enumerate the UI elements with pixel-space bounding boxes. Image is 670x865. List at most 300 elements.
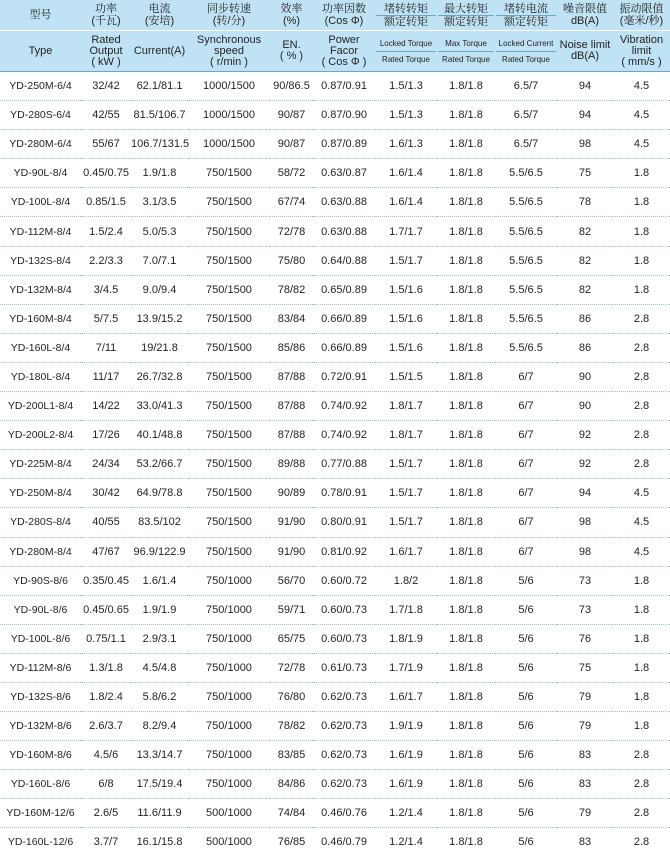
cell-locked-torque: 1.5/1.3 — [375, 101, 437, 130]
cell-locked-current: 6/7 — [495, 479, 557, 508]
cell-speed: 750/1000 — [188, 624, 270, 653]
header-cn-locked-current: 堵转电流 额定转矩 — [495, 0, 557, 31]
cell-max-torque: 1.8/1.8 — [437, 799, 495, 828]
cell-efficiency: 90/89 — [270, 479, 313, 508]
table-row — [0, 508, 670, 537]
cell-noise: 90 — [557, 362, 613, 391]
cell-vibration: 1.8 — [613, 566, 670, 595]
cell-current: 53.2/66.7 — [131, 450, 188, 479]
cell-max-torque: 1.8/1.8 — [437, 741, 495, 770]
cell-current: 62.1/81.1 — [131, 72, 188, 101]
cell-speed: 750/1500 — [188, 304, 270, 333]
cell-noise: 98 — [557, 130, 613, 159]
cell-noise: 94 — [557, 72, 613, 101]
cell-efficiency: 74/84 — [270, 799, 313, 828]
cell-output: 40/55 — [81, 508, 131, 537]
cell-efficiency: 85/86 — [270, 333, 313, 362]
cell-vibration: 1.8 — [613, 246, 670, 275]
table-body — [0, 72, 670, 857]
cell-type: YD-160L-8/4 — [0, 333, 81, 362]
cell-efficiency: 91/90 — [270, 537, 313, 566]
cell-power-factor: 0.72/0.91 — [313, 362, 375, 391]
header-cn-power-factor: 功率因数 (Cos Φ) — [313, 0, 375, 31]
cell-power-factor: 0.60/0.72 — [313, 566, 375, 595]
cell-noise: 83 — [578, 836, 592, 849]
cell-power-factor: 0.87/0.90 — [313, 101, 375, 130]
cell-locked-current: 6/7 — [495, 392, 557, 421]
cell-noise: 82 — [557, 217, 613, 246]
cell-current: 1.9/1.8 — [131, 159, 188, 188]
cell-vibration: 1.8 — [613, 712, 670, 741]
cell-efficiency: 87/88 — [270, 421, 313, 450]
cell-efficiency: 90/87 — [270, 130, 313, 159]
cell-efficiency: 58/72 — [270, 159, 313, 188]
cell-locked-current: 5/6 — [495, 595, 557, 624]
cell-power-factor: 0.63/0.88 — [313, 188, 375, 217]
cell-power-factor: 0.87/0.89 — [313, 130, 375, 159]
cell-type: YD-100L-8/6 — [0, 624, 81, 653]
cell-current: 81.5/106.7 — [131, 101, 188, 130]
cell-current: 13.9/15.2 — [131, 304, 188, 333]
cell-output: 4.5/6 — [81, 741, 131, 770]
cell-locked-current: 5.5/6.5 — [495, 217, 557, 246]
cell-efficiency: 83/85 — [270, 741, 313, 770]
cell-output: 0.35/0.45 — [81, 566, 131, 595]
header-cn-noise: 噪音限值 dB(A) — [557, 0, 613, 31]
cell-max-torque: 1.8/1.8 — [437, 682, 495, 711]
cell-locked-torque: 1.5/1.7 — [375, 479, 437, 508]
cell-locked-torque: 1.7/1.7 — [375, 217, 437, 246]
cell-noise: 75 — [557, 159, 613, 188]
cell-vibration: 2.8 — [613, 304, 670, 333]
cell-vibration: 2.8 — [633, 836, 650, 849]
cell-output: 30/42 — [81, 479, 131, 508]
cell-max-torque: 1.8/1.8 — [437, 101, 495, 130]
cell-efficiency: 90/86.5 — [270, 72, 313, 101]
cell-noise: 82 — [557, 246, 613, 275]
cell-locked-torque: 1.6/1.4 — [375, 159, 437, 188]
header-en-power-factor: Power Facor ( Cos Φ ) — [313, 31, 375, 72]
header-en-max-torque: Max Torque Rated Torque — [437, 31, 495, 72]
cell-locked-current: 6.5/7 — [495, 72, 557, 101]
cell-speed: 750/1500 — [188, 421, 270, 450]
cell-output: 2.2/3.3 — [81, 246, 131, 275]
cell-power-factor: 0.63/0.87 — [313, 159, 375, 188]
table-row — [0, 72, 670, 101]
cell-noise: 82 — [557, 275, 613, 304]
cell-max-torque: 1.8/1.8 — [437, 333, 495, 362]
cell-locked-current: 5/6 — [495, 799, 557, 828]
cell-output: 42/55 — [81, 101, 131, 130]
cell-locked-torque: 1.7/1.9 — [375, 653, 437, 682]
cell-noise: 90 — [557, 392, 613, 421]
cell-current: 1.9/1.9 — [131, 595, 188, 624]
table-row — [0, 246, 670, 275]
cell-locked-torque: 1.6/1.7 — [375, 682, 437, 711]
cell-efficiency: 89/88 — [270, 450, 313, 479]
cell-type: YD-280M-6/4 — [0, 130, 81, 159]
cell-output: 2.6/3.7 — [81, 712, 131, 741]
cell-current: 5.0/5.3 — [131, 217, 188, 246]
cell-output: 5/7.5 — [81, 304, 131, 333]
cell-current: 96.9/122.9 — [131, 537, 188, 566]
cell-current: 3.1/3.5 — [131, 188, 188, 217]
cell-output: 1.8/2.4 — [81, 682, 131, 711]
cell-power-factor: 0.46/0.79 — [321, 836, 367, 849]
cell-current: 33.0/41.3 — [131, 392, 188, 421]
cell-power-factor: 0.63/0.88 — [313, 217, 375, 246]
header-row-english — [0, 31, 670, 72]
header-cn-current: 电流 (安培) — [131, 0, 188, 31]
cell-type: YD-250M-8/4 — [0, 479, 81, 508]
cell-locked-torque: 1.6/1.3 — [375, 130, 437, 159]
cell-type: YD-100L-8/4 — [0, 188, 81, 217]
cell-vibration: 1.8 — [613, 275, 670, 304]
cell-output: 0.45/0.75 — [81, 159, 131, 188]
cell-output: 55/67 — [81, 130, 131, 159]
cell-current: 19/21.8 — [131, 333, 188, 362]
cell-max-torque: 1.8/1.8 — [437, 362, 495, 391]
cell-speed: 750/1500 — [188, 479, 270, 508]
cell-locked-torque: 1.9/1.9 — [375, 712, 437, 741]
cell-vibration: 1.8 — [613, 595, 670, 624]
table-row — [0, 624, 670, 653]
cell-speed: 750/1500 — [188, 362, 270, 391]
header-cn-type: 型号 — [0, 0, 81, 31]
cell-locked-torque: 1.5/1.5 — [375, 362, 437, 391]
header-en-locked-current: Locked Current Rated Torque — [495, 31, 557, 72]
cell-type: YD-280M-8/4 — [0, 537, 81, 566]
cell-noise: 86 — [557, 304, 613, 333]
cell-locked-current: 6.5/7 — [495, 130, 557, 159]
table-row — [0, 712, 670, 741]
cell-max-torque: 1.8/1.8 — [449, 836, 483, 849]
table-row — [0, 275, 670, 304]
cell-power-factor: 0.62/0.73 — [313, 770, 375, 799]
cell-max-torque: 1.8/1.8 — [437, 421, 495, 450]
table-row — [0, 188, 670, 217]
table-row — [0, 101, 670, 130]
table-row — [0, 770, 670, 799]
cell-current: 9.0/9.4 — [131, 275, 188, 304]
table-row — [0, 595, 670, 624]
table-row — [0, 450, 670, 479]
header-cn-efficiency: 效率 (%) — [270, 0, 313, 31]
cell-max-torque: 1.8/1.8 — [437, 450, 495, 479]
cell-speed: 750/1500 — [188, 275, 270, 304]
cell-power-factor: 0.62/0.73 — [313, 741, 375, 770]
cell-vibration: 2.8 — [613, 421, 670, 450]
cell-noise: 94 — [557, 479, 613, 508]
header-en-vibration: Vibration limit ( mm/s ) — [613, 31, 670, 72]
cell-current: 26.7/32.8 — [131, 362, 188, 391]
cell-efficiency: 91/90 — [270, 508, 313, 537]
cell-output: 14/22 — [81, 392, 131, 421]
cell-type: YD-280S-6/4 — [0, 101, 81, 130]
table-row — [0, 217, 670, 246]
cell-locked-current: 6/7 — [495, 508, 557, 537]
cell-efficiency: 84/86 — [270, 770, 313, 799]
cell-speed: 750/1500 — [188, 246, 270, 275]
cell-output: 0.75/1.1 — [81, 624, 131, 653]
cell-vibration: 2.8 — [613, 362, 670, 391]
cell-current: 17.5/19.4 — [131, 770, 188, 799]
table-row — [0, 682, 670, 711]
cell-vibration: 1.8 — [613, 624, 670, 653]
cell-speed: 1000/1500 — [188, 130, 270, 159]
cell-noise: 94 — [557, 101, 613, 130]
cell-noise: 79 — [557, 799, 613, 828]
cell-noise: 76 — [557, 624, 613, 653]
cell-vibration: 1.8 — [613, 159, 670, 188]
cell-output: 11/17 — [81, 362, 131, 391]
cell-power-factor: 0.74/0.92 — [313, 392, 375, 421]
cell-current: 16.1/15.8 — [136, 836, 183, 849]
cell-vibration: 2.8 — [613, 770, 670, 799]
cell-type: YD-132S-8/6 — [0, 682, 81, 711]
cell-output: 17/26 — [81, 421, 131, 450]
cell-efficiency: 76/85 — [277, 836, 306, 849]
cell-power-factor: 0.46/0.76 — [313, 799, 375, 828]
cell-locked-current: 6/7 — [495, 421, 557, 450]
cell-current: 8.2/9.4 — [131, 712, 188, 741]
header-cn-max-torque: 最大转矩 额定转矩 — [437, 0, 495, 31]
cell-locked-torque: 1.6/1.9 — [375, 770, 437, 799]
table-row — [0, 421, 670, 450]
cell-locked-current: 5.5/6.5 — [495, 333, 557, 362]
cell-output: 24/34 — [81, 450, 131, 479]
cell-power-factor: 0.60/0.73 — [313, 624, 375, 653]
table-row — [0, 159, 670, 188]
cell-type: YD-200L1-8/4 — [0, 392, 81, 421]
table-row — [0, 479, 670, 508]
cell-output: 2.6/5 — [81, 799, 131, 828]
cell-current: 11.6/11.9 — [131, 799, 188, 828]
cell-speed: 750/1000 — [188, 741, 270, 770]
cell-noise: 92 — [557, 421, 613, 450]
cell-current: 2.9/3.1 — [131, 624, 188, 653]
cell-locked-torque: 1.5/1.6 — [375, 304, 437, 333]
cell-locked-current: 6/7 — [495, 450, 557, 479]
cell-current: 7.0/7.1 — [131, 246, 188, 275]
table-row — [0, 799, 670, 828]
cell-locked-current: 5.5/6.5 — [495, 275, 557, 304]
cell-locked-current: 6.5/7 — [495, 101, 557, 130]
cell-locked-current: 5/6 — [495, 682, 557, 711]
header-en-noise: Noise limit dB(A) — [557, 31, 613, 72]
cell-locked-torque: 1.5/1.3 — [375, 72, 437, 101]
cell-locked-torque: 1.5/1.7 — [375, 246, 437, 275]
cell-vibration: 4.5 — [613, 508, 670, 537]
header-en-speed: Synchronous speed ( r/min ) — [188, 31, 270, 72]
cell-power-factor: 0.66/0.89 — [313, 304, 375, 333]
cell-power-factor: 0.64/0.88 — [313, 246, 375, 275]
header-cn-vibration: 振动限值 (毫米/秒) — [613, 0, 670, 31]
cell-efficiency: 83/84 — [270, 304, 313, 333]
cell-type: YD-180L-8/4 — [0, 362, 81, 391]
cell-power-factor: 0.61/0.73 — [313, 653, 375, 682]
cell-power-factor: 0.62/0.73 — [313, 712, 375, 741]
cell-locked-current: 5/6 — [495, 566, 557, 595]
cell-current: 106.7/131.5 — [131, 130, 188, 159]
cell-current: 83.5/102 — [131, 508, 188, 537]
cell-speed: 750/1000 — [188, 682, 270, 711]
cell-max-torque: 1.8/1.8 — [437, 624, 495, 653]
cell-output: 7/11 — [81, 333, 131, 362]
cell-efficiency: 78/82 — [270, 712, 313, 741]
cell-max-torque: 1.8/1.8 — [437, 566, 495, 595]
cell-locked-torque: 1.5/1.7 — [375, 450, 437, 479]
cell-max-torque: 1.8/1.8 — [437, 188, 495, 217]
cell-locked-torque: 1.6/1.7 — [375, 537, 437, 566]
cell-output: 3.7/7 — [93, 836, 119, 849]
cell-speed: 500/1000 — [188, 799, 270, 828]
table-row — [0, 304, 670, 333]
cell-locked-torque: 1.2/1.4 — [375, 799, 437, 828]
cell-power-factor: 0.77/0.88 — [313, 450, 375, 479]
cell-locked-current: 5/6 — [495, 741, 557, 770]
cell-efficiency: 75/80 — [270, 246, 313, 275]
table-row — [0, 130, 670, 159]
cell-power-factor: 0.74/0.92 — [313, 421, 375, 450]
cell-speed: 750/1000 — [188, 712, 270, 741]
cell-speed: 750/1500 — [188, 537, 270, 566]
cell-vibration: 4.5 — [613, 479, 670, 508]
cell-type: YD-132S-8/4 — [0, 246, 81, 275]
table-row — [0, 392, 670, 421]
cell-noise: 83 — [557, 770, 613, 799]
cell-locked-torque: 1.7/1.8 — [375, 595, 437, 624]
cell-output: 1.3/1.8 — [81, 653, 131, 682]
table-row — [0, 828, 670, 857]
table-row — [0, 653, 670, 682]
cell-output: 0.85/1.5 — [81, 188, 131, 217]
cell-power-factor: 0.81/0.92 — [313, 537, 375, 566]
cell-locked-current: 6/7 — [495, 537, 557, 566]
cell-locked-torque: 1.8/1.9 — [375, 624, 437, 653]
cell-locked-torque: 1.2/1.4 — [389, 836, 423, 849]
header-cn-locked-torque: 堵转转矩 额定转矩 — [375, 0, 437, 31]
cell-locked-current: 5/6 — [495, 624, 557, 653]
cell-vibration: 4.5 — [613, 72, 670, 101]
cell-type: YD-132M-8/6 — [0, 712, 81, 741]
cell-locked-torque: 1.8/1.7 — [375, 421, 437, 450]
cell-noise: 92 — [557, 450, 613, 479]
cell-locked-current: 5.5/6.5 — [495, 304, 557, 333]
cell-speed: 1000/1500 — [188, 101, 270, 130]
cell-vibration: 1.8 — [613, 188, 670, 217]
cell-vibration: 1.8 — [613, 682, 670, 711]
cell-speed: 750/1500 — [188, 392, 270, 421]
cell-speed: 750/1000 — [188, 566, 270, 595]
cell-current: 13.3/14.7 — [131, 741, 188, 770]
cell-max-torque: 1.8/1.8 — [437, 392, 495, 421]
cell-current: 1.6/1.4 — [131, 566, 188, 595]
header-cn-output: 功率 (千瓦) — [81, 0, 131, 31]
cell-vibration: 2.8 — [613, 741, 670, 770]
header-row-chinese — [0, 0, 670, 31]
cell-noise: 78 — [557, 188, 613, 217]
cell-efficiency: 90/87 — [270, 101, 313, 130]
cell-max-torque: 1.8/1.8 — [437, 72, 495, 101]
cell-speed: 500/1000 — [206, 836, 252, 849]
cell-locked-current: 5/6 — [518, 836, 534, 849]
cell-speed: 750/1500 — [188, 159, 270, 188]
cell-noise: 73 — [557, 595, 613, 624]
cell-locked-torque: 1.6/1.4 — [375, 188, 437, 217]
cell-locked-current: 5.5/6.5 — [495, 159, 557, 188]
table-row — [0, 566, 670, 595]
cell-max-torque: 1.8/1.8 — [437, 246, 495, 275]
cell-current: 64.9/78.8 — [131, 479, 188, 508]
cell-type: YD-160M-8/4 — [0, 304, 81, 333]
cell-speed: 750/1500 — [188, 508, 270, 537]
cell-vibration: 1.8 — [613, 653, 670, 682]
cell-noise: 86 — [557, 333, 613, 362]
cell-vibration: 1.8 — [613, 217, 670, 246]
header-en-efficiency: EN. ( % ) — [270, 31, 313, 72]
cell-locked-torque: 1.6/1.9 — [375, 741, 437, 770]
cell-efficiency: 76/80 — [270, 682, 313, 711]
cell-max-torque: 1.8/1.8 — [437, 537, 495, 566]
cell-locked-current: 5.5/6.5 — [495, 188, 557, 217]
cell-efficiency: 78/82 — [270, 275, 313, 304]
cell-type: YD-160M-12/6 — [0, 799, 81, 828]
cell-locked-torque: 1.5/1.7 — [375, 508, 437, 537]
cell-locked-torque: 1.5/1.6 — [375, 275, 437, 304]
cell-noise: 98 — [557, 537, 613, 566]
cell-vibration: 2.8 — [613, 450, 670, 479]
cell-power-factor: 0.65/0.89 — [313, 275, 375, 304]
cell-vibration: 2.8 — [613, 392, 670, 421]
cell-noise: 98 — [557, 508, 613, 537]
cell-speed: 1000/1500 — [188, 72, 270, 101]
cell-locked-current: 6/7 — [495, 362, 557, 391]
table-row — [0, 741, 670, 770]
cell-output: 32/42 — [81, 72, 131, 101]
cell-current: 40.1/48.8 — [131, 421, 188, 450]
cell-output: 47/67 — [81, 537, 131, 566]
cell-noise: 79 — [557, 682, 613, 711]
cell-type: YD-225M-8/4 — [0, 450, 81, 479]
header-en-current: Current(A) — [131, 31, 188, 72]
cell-locked-current: 5/6 — [495, 653, 557, 682]
cell-type: YD-132M-8/4 — [0, 275, 81, 304]
cell-vibration: 2.8 — [613, 799, 670, 828]
cell-type: YD-90L-8/6 — [0, 595, 81, 624]
table-row — [0, 537, 670, 566]
cell-efficiency: 59/71 — [270, 595, 313, 624]
cell-type: YD-112M-8/4 — [0, 217, 81, 246]
cell-max-torque: 1.8/1.8 — [437, 508, 495, 537]
cell-locked-torque: 1.8/2 — [375, 566, 437, 595]
cell-locked-current: 5/6 — [495, 712, 557, 741]
cell-type: YD-160M-8/6 — [0, 741, 81, 770]
cell-vibration: 4.5 — [613, 130, 670, 159]
cell-speed: 750/1500 — [188, 450, 270, 479]
cell-type: YD-250M-6/4 — [0, 72, 81, 101]
cell-max-torque: 1.8/1.8 — [437, 130, 495, 159]
cell-max-torque: 1.8/1.8 — [437, 217, 495, 246]
table-row — [0, 333, 670, 362]
cell-locked-torque: 1.8/1.7 — [375, 392, 437, 421]
cell-locked-current: 5.5/6.5 — [495, 246, 557, 275]
header-en-locked-torque: Locked Torque Rated Torque — [375, 31, 437, 72]
header-en-output: Rated Output ( kW ) — [81, 31, 131, 72]
cell-speed: 750/1500 — [188, 333, 270, 362]
cell-type: YD-90L-8/4 — [0, 159, 81, 188]
cell-locked-current: 5/6 — [495, 770, 557, 799]
